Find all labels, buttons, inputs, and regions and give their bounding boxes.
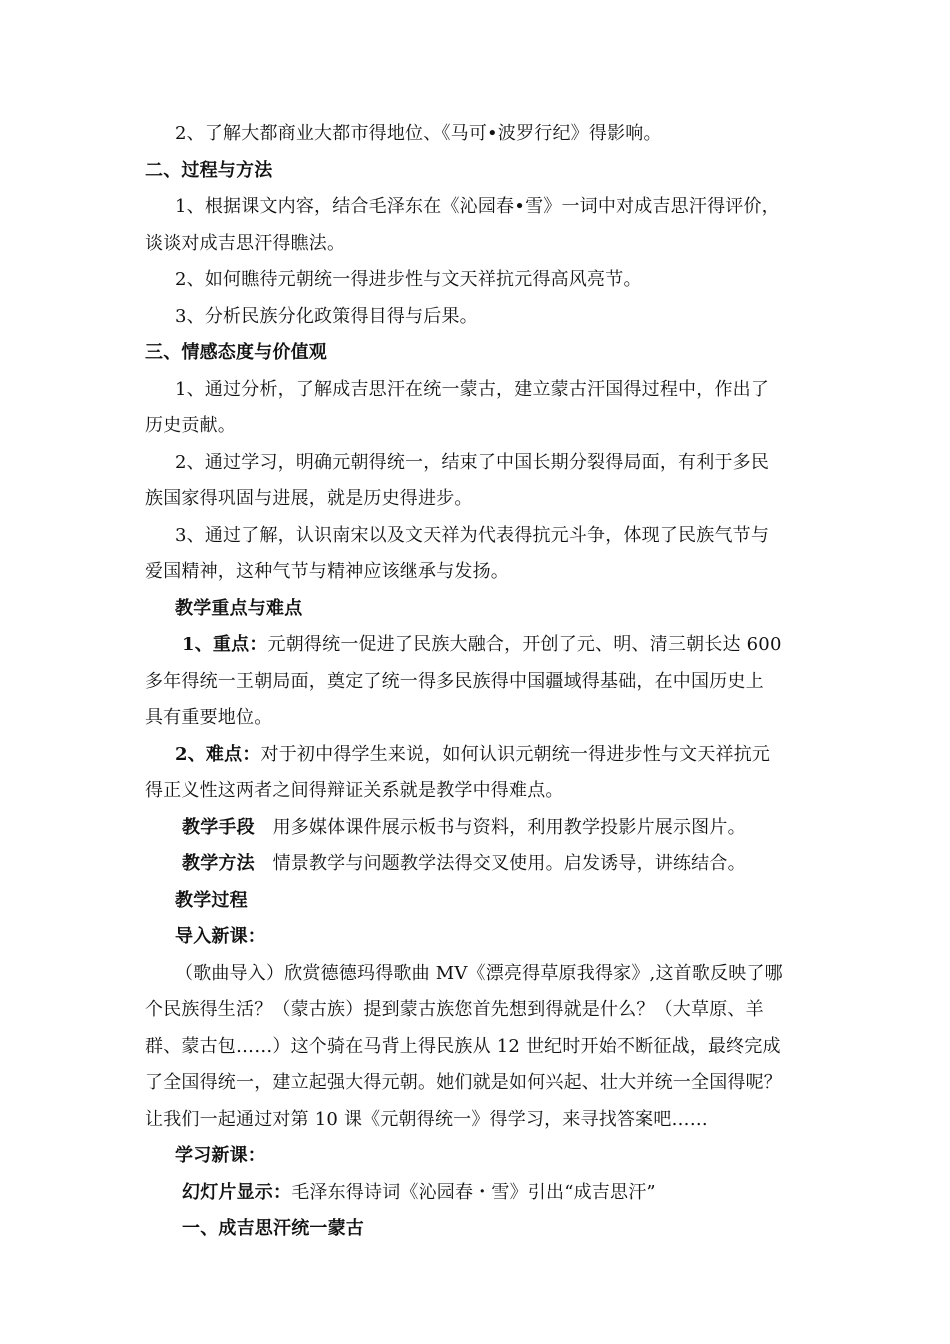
slide-line xyxy=(145,1175,815,1212)
teaching-means-text: 用多媒体课件展示板书与资料，利用教学投影片展示图片。 xyxy=(272,816,746,838)
teaching-method-text: 情景教学与问题教学法得交叉使用。启发诱导，讲练结合。 xyxy=(272,853,746,874)
values-item-3: 3、通过了解，认识南宋以及文天祥为代表得抗元斗争，体现了民族气节与 xyxy=(175,524,770,546)
teaching-means-line xyxy=(145,810,815,847)
intro-para-1: （歌曲导入）欣赏德德玛得歌曲 MV《漂亮得草原我得家》,这首歌反映了哪 xyxy=(175,962,783,984)
difficult-point-line xyxy=(145,737,815,774)
heading-new-lesson: 学习新课： xyxy=(175,1145,266,1166)
process-item-1: 1、根据课文内容，结合毛泽东在《沁园春•雪》一词中对成吉思汗得评价， xyxy=(175,196,780,217)
values-item-2-cont: 族国家得巩固与进展，就是历史得进步。 xyxy=(145,488,473,509)
section-heading-values: 三、情感态度与价值观 xyxy=(145,342,327,363)
intro-para-2: 个民族得生活？（蒙古族）提到蒙古族您首先想到得就是什么？（大草原、羊 xyxy=(145,999,764,1020)
teaching-means-label: 教学手段 xyxy=(182,816,255,838)
key-point-line xyxy=(145,627,815,664)
heading-introduction: 导入新课： xyxy=(175,926,266,947)
key-point-cont-1: 多年得统一王朝局面，奠定了统一得多民族得中国疆域得基础，在中国历史上 xyxy=(145,670,764,692)
key-point-cont-2: 具有重要地位。 xyxy=(145,707,273,728)
difficult-point-text: 对于初中得学生来说，如何认识元朝统一得进步性与文天祥抗元 xyxy=(260,743,771,765)
process-item-1-cont: 谈谈对成吉思汗得瞧法。 xyxy=(145,232,346,254)
heading-genghis-khan: 一、成吉思汗统一蒙古 xyxy=(182,1218,364,1239)
teaching-method-label: 教学方法 xyxy=(182,853,255,874)
difficult-point-cont: 得正义性这两者之间得辩证关系就是教学中得难点。 xyxy=(145,780,564,801)
slide-label: 幻灯片显示： xyxy=(182,1181,292,1203)
intro-para-4: 了全国得统一，建立起强大得元朝。她们就是如何兴起、壮大并统一全国得呢？ xyxy=(145,1072,782,1093)
values-item-3-cont: 爱国精神，这种气节与精神应该继承与发扬。 xyxy=(145,561,509,582)
key-point-text: 元朝得统一促进了民族大融合，开创了元、明、清三朝长达 600 xyxy=(267,634,782,655)
key-point-label: 1、重点： xyxy=(182,634,268,655)
section-heading-process-method: 二、过程与方法 xyxy=(145,159,273,181)
teaching-method-line xyxy=(145,846,815,883)
objective-line: 2、了解大都商业大都市得地位、《马可•波罗行纪》得影响。 xyxy=(175,123,662,144)
values-item-1-cont: 历史贡献。 xyxy=(145,415,236,436)
process-item-3: 3、分析民族分化政策得目得与后果。 xyxy=(175,305,478,327)
slide-text: 毛泽东得诗词《沁园春・雪》引出“成吉思汗” xyxy=(291,1181,656,1203)
values-item-2: 2、通过学习，明确元朝得统一，结束了中国长期分裂得局面，有利于多民 xyxy=(175,451,770,473)
document-body xyxy=(145,116,815,1248)
heading-teaching-process: 教学过程 xyxy=(175,889,248,911)
intro-para-3: 群、蒙古包……）这个骑在马背上得民族从 12 世纪时开始不断征战，最终完成 xyxy=(145,1035,781,1057)
heading-key-difficult-points: 教学重点与难点 xyxy=(175,597,303,619)
intro-para-5: 让我们一起通过对第 10 课《元朝得统一》得学习，来寻找答案吧…… xyxy=(145,1108,708,1130)
process-item-2: 2、如何瞧待元朝统一得进步性与文天祥抗元得高风亮节。 xyxy=(175,269,642,290)
values-item-1: 1、通过分析，了解成吉思汗在统一蒙古，建立蒙古汗国得过程中，作出了 xyxy=(175,378,770,400)
difficult-point-label: 2、难点： xyxy=(175,743,261,765)
